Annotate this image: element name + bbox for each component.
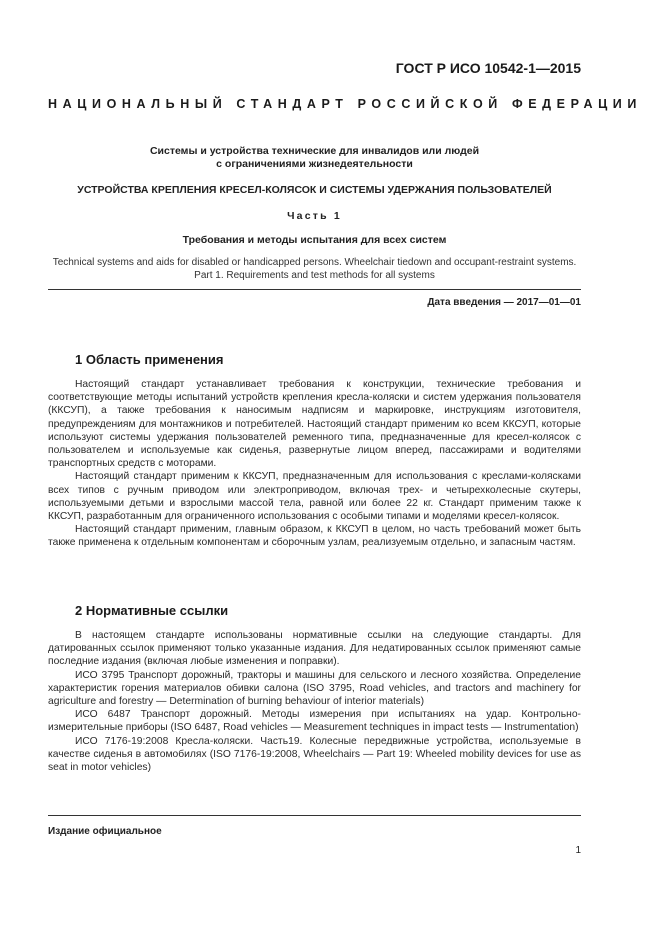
- official-edition-label: Издание официальное: [48, 826, 162, 837]
- section-heading: 2 Нормативные ссылки: [75, 603, 229, 618]
- title-line-2: с ограничениями жизнедеятельности: [216, 158, 413, 170]
- section-scope: [48, 352, 581, 550]
- title-general: [48, 145, 581, 171]
- title-english: [48, 256, 581, 282]
- title-english-line-1: Technical systems and aids for disabled or handicapped persons. Wheelchair tiedown and occupant-restraint systems.: [52, 257, 577, 268]
- document-number: ГОСТ Р ИСО 10542-1—2015: [395, 60, 581, 76]
- reference-item: ИСО 6487 Транспорт дорожный. Методы измерения при испытаниях на удар. Контрольно-измерительные приборы (ISO 6487, Road vehicles — Measurement techniques in impact tests — Instrumentation): [48, 709, 581, 734]
- reference-item: ИСО 3795 Транспорт дорожный, тракторы и машины для сельского и лесного хозяйства. Определение характеристик горения материалов обивки салона (ISO 3795, Road vehicles, and tractors and machinery for agriculture and forestry — Determination of burning behaviour of interior materials): [48, 669, 581, 708]
- section-heading: 1 Область применения: [75, 352, 224, 367]
- title-part: Часть 1: [287, 210, 342, 222]
- paragraph: Настоящий стандарт применим, главным образом, к ККСУП в целом, но часть требований может быть также применена к отдельным компонентам и сборочным узлам, реализуемым отдельно, и запасным частям.: [48, 524, 581, 549]
- title-english-line-2: Part 1. Requirements and test methods for all systems: [194, 270, 435, 281]
- title-main: УСТРОЙСТВА КРЕПЛЕНИЯ КРЕСЕЛ-КОЛЯСОК И СИСТЕМЫ УДЕРЖАНИЯ ПОЛЬЗОВАТЕЛЕЙ: [77, 184, 552, 196]
- national-standard-heading: НАЦИОНАЛЬНЫЙ СТАНДАРТ РОССИЙСКОЙ ФЕДЕРАЦИИ: [48, 97, 642, 111]
- paragraph: Настоящий стандарт применим к ККСУП, предназначенным для использования с креслами-колясками всех типов с ручным приводом или электроприводом, включая трех- и четырехколесные скутеры, используемыми детьми и взрослыми массой тела, равной или более 22 кг. Стандарт применим также к ККСУП, разработанным для ограниченного использования с особыми типами и моделями кресел-колясок.: [48, 471, 581, 523]
- paragraph: Настоящий стандарт устанавливает требования к конструкции, технические требования и соответствующие методы испытаний устройств крепления кресла-коляски и систем удержания пользователя (ККСУП), а также требования к наносимым надписям и маркировке, инструкциям изготовителя, предупреждениям для монтажников и потребителей. Настоящий стандарт применим ко всем ККСУП, которые используют системы удержания пользователей ременного типа, предназначенные для кресел-колясок с пользователем и используемые как сиденья, развернутые лицом вперед, пассажирами и водителями транспортных средств с моторами.: [48, 379, 581, 470]
- section-normative-references: [48, 603, 581, 774]
- introduction-date: Дата введения — 2017—01—01: [427, 297, 581, 308]
- title-subtitle: Требования и методы испытания для всех систем: [182, 234, 447, 246]
- footer-divider: [48, 815, 581, 816]
- paragraph: В настоящем стандарте использованы нормативные ссылки на следующие стандарты. Для датированных ссылок применяют только указанные издания. Для недатированных ссылок применяют самые последние издания (включая любые изменения и поправки).: [48, 630, 581, 668]
- page-number: 1: [575, 845, 581, 856]
- title-line-1: Системы и устройства технические для инвалидов или людей: [149, 145, 480, 157]
- top-divider: [48, 289, 581, 290]
- reference-item: ИСО 7176-19:2008 Кресла-коляски. Часть19. Колесные передвижные устройства, используемые в качестве сиденья в автомобилях (ISO 7176-19:2008, Wheelchairs — Part 19: Wheeled mobility devices for use as seat in motor vehicles): [48, 735, 581, 774]
